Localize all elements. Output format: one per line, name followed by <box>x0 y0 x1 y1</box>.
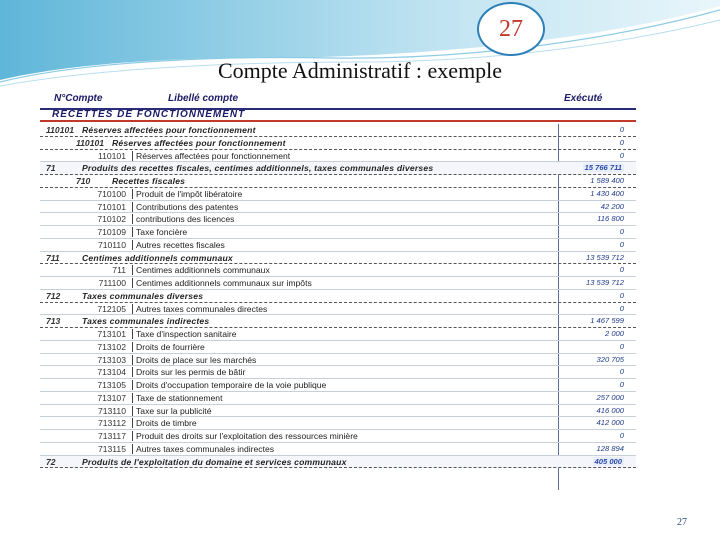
row-amount: 128 894 <box>596 443 624 453</box>
row-amount: 412 000 <box>596 418 624 428</box>
slide-title: Compte Administratif : exemple <box>217 58 503 83</box>
row-label: Droits de place sur les marchés <box>132 355 546 365</box>
row-label: Réserves affectées pour fonctionnement <box>82 125 256 135</box>
row-label: Autres taxes communales directes <box>132 304 546 314</box>
row-amount: 2 000 <box>604 329 624 338</box>
table-group-row <box>40 137 636 150</box>
row-code: 713105 <box>97 380 126 390</box>
row-label: Autres recettes fiscales <box>132 240 546 250</box>
row-code: 713102 <box>97 341 126 352</box>
row-label: Taxe d'inspection sanitaire <box>132 329 546 339</box>
table-group-row <box>40 252 636 265</box>
header-executed: Exécuté <box>564 93 603 104</box>
row-code: 713104 <box>97 367 126 378</box>
table-row <box>40 150 636 163</box>
row-label: Contributions des patentes <box>132 202 546 212</box>
row-amount: 0 <box>619 125 624 134</box>
row-code: 710101 <box>97 201 126 212</box>
table-row <box>40 188 636 201</box>
table-group-row <box>40 175 636 188</box>
table-header <box>40 92 636 110</box>
row-amount: 0 <box>619 380 624 389</box>
row-amount: 0 <box>619 265 624 275</box>
row-amount: 1 589 400 <box>590 176 624 185</box>
table-row <box>40 303 636 316</box>
row-label: Centimes additionnels communaux <box>132 265 546 275</box>
row-code: 713112 <box>97 418 126 429</box>
table-group-row <box>40 124 636 137</box>
row-amount: 116 800 <box>597 214 624 224</box>
row-label: Droits de timbre <box>132 418 546 428</box>
row-amount: 0 <box>619 150 624 160</box>
row-label: Réserves affectées pour fonctionnement <box>132 151 546 161</box>
row-amount: 0 <box>619 137 624 147</box>
row-amount: 13 539 712 <box>585 278 624 287</box>
table-group-row <box>40 290 636 303</box>
row-code: 110101 <box>46 125 75 135</box>
table-row <box>40 239 636 252</box>
row-amount: 0 <box>619 290 624 300</box>
row-code: 110101 <box>76 137 105 148</box>
row-amount: 0 <box>619 341 624 351</box>
row-code: 713103 <box>97 354 126 365</box>
row-code: 712 <box>46 290 61 301</box>
table-row <box>40 430 636 443</box>
row-code: 710110 <box>97 239 126 250</box>
row-label: Droits de fourrière <box>132 342 546 352</box>
table-row <box>40 277 636 290</box>
row-amount: 0 <box>619 303 624 313</box>
row-label: Taxe de stationnement <box>132 393 546 403</box>
row-code: 710109 <box>97 227 126 237</box>
footer-page-number: 27 <box>677 517 687 528</box>
row-code: 713101 <box>97 329 126 339</box>
table-row <box>40 443 636 456</box>
row-amount: 405 000 <box>594 456 622 466</box>
row-label: Taxes communales indirectes <box>82 316 210 327</box>
row-label: Centimes additionnels communaux <box>82 252 233 263</box>
table-row <box>40 417 636 430</box>
row-label: Taxe foncière <box>132 227 546 237</box>
section-title: RECETTES DE FONCTIONNEMENT <box>40 109 636 122</box>
row-amount: 320 705 <box>596 354 624 364</box>
header-label: Libellé compte <box>168 93 239 104</box>
row-label: Taxe sur la publicité <box>132 406 546 416</box>
page-number-badge: 27 <box>477 2 545 56</box>
row-amount: 0 <box>619 227 624 236</box>
row-amount: 0 <box>619 431 624 440</box>
table-row <box>40 405 636 418</box>
row-code: 713107 <box>97 392 126 403</box>
table-row <box>40 226 636 239</box>
table-body <box>40 124 636 468</box>
table-row <box>40 264 636 277</box>
table-row <box>40 213 636 226</box>
table-group-row <box>40 456 636 469</box>
row-code: 711100 <box>98 278 126 288</box>
row-amount: 1 430 400 <box>590 188 624 198</box>
row-label: Produit des droits sur l'exploitation des ressources minière <box>132 431 546 441</box>
row-code: 710 <box>76 176 91 186</box>
row-label: Droits d'occupation temporaire de la voie publique <box>132 380 546 390</box>
row-code: 72 <box>46 456 56 467</box>
row-amount: 257 000 <box>596 392 624 402</box>
row-label: Recettes fiscales <box>112 176 186 186</box>
row-amount: 1 467 599 <box>590 316 624 326</box>
row-code: 711 <box>112 265 126 276</box>
table-row <box>40 366 636 379</box>
row-amount: 0 <box>619 367 624 377</box>
table-group-row <box>40 315 636 328</box>
row-code: 713110 <box>97 405 126 416</box>
header-account-no: N°Compte <box>54 93 103 104</box>
row-amount: 15 766 711 <box>584 163 622 173</box>
table-row <box>40 392 636 405</box>
row-code: 710100 <box>97 188 126 199</box>
row-label: Produits de l'exploitation du domaine et services communaux <box>82 456 347 467</box>
row-label: Autres taxes communales indirectes <box>132 444 546 454</box>
row-amount: 416 000 <box>596 405 624 415</box>
row-code: 110101 <box>97 150 126 161</box>
row-label: Produits des recettes fiscales, centimes additionnels, taxes communales diverses <box>82 163 434 174</box>
row-label: Taxes communales diverses <box>82 290 204 301</box>
row-amount: 13 539 712 <box>585 252 624 262</box>
table-group-row <box>40 162 636 175</box>
row-label: Centimes additionnels communaux sur impôts <box>132 278 546 288</box>
table-row <box>40 201 636 214</box>
row-code: 713115 <box>97 443 126 454</box>
table-row <box>40 354 636 367</box>
table-row <box>40 379 636 392</box>
row-label: Réserves affectées pour fonctionnement <box>112 137 286 148</box>
row-amount: 0 <box>619 239 624 249</box>
row-code: 713117 <box>97 431 126 441</box>
row-label: Droits sur les permis de bâtir <box>132 367 546 377</box>
row-code: 710102 <box>97 214 126 225</box>
row-code: 713 <box>46 316 61 327</box>
table-row <box>40 341 636 354</box>
row-label: contributions des licences <box>132 214 546 224</box>
row-code: 712105 <box>97 303 126 314</box>
row-amount: 42 200 <box>600 201 624 211</box>
row-code: 711 <box>46 252 60 263</box>
scanned-account-table <box>38 92 670 492</box>
table-row <box>40 328 636 341</box>
row-code: 71 <box>46 163 56 174</box>
row-label: Produit de l'impôt libératoire <box>132 189 546 199</box>
